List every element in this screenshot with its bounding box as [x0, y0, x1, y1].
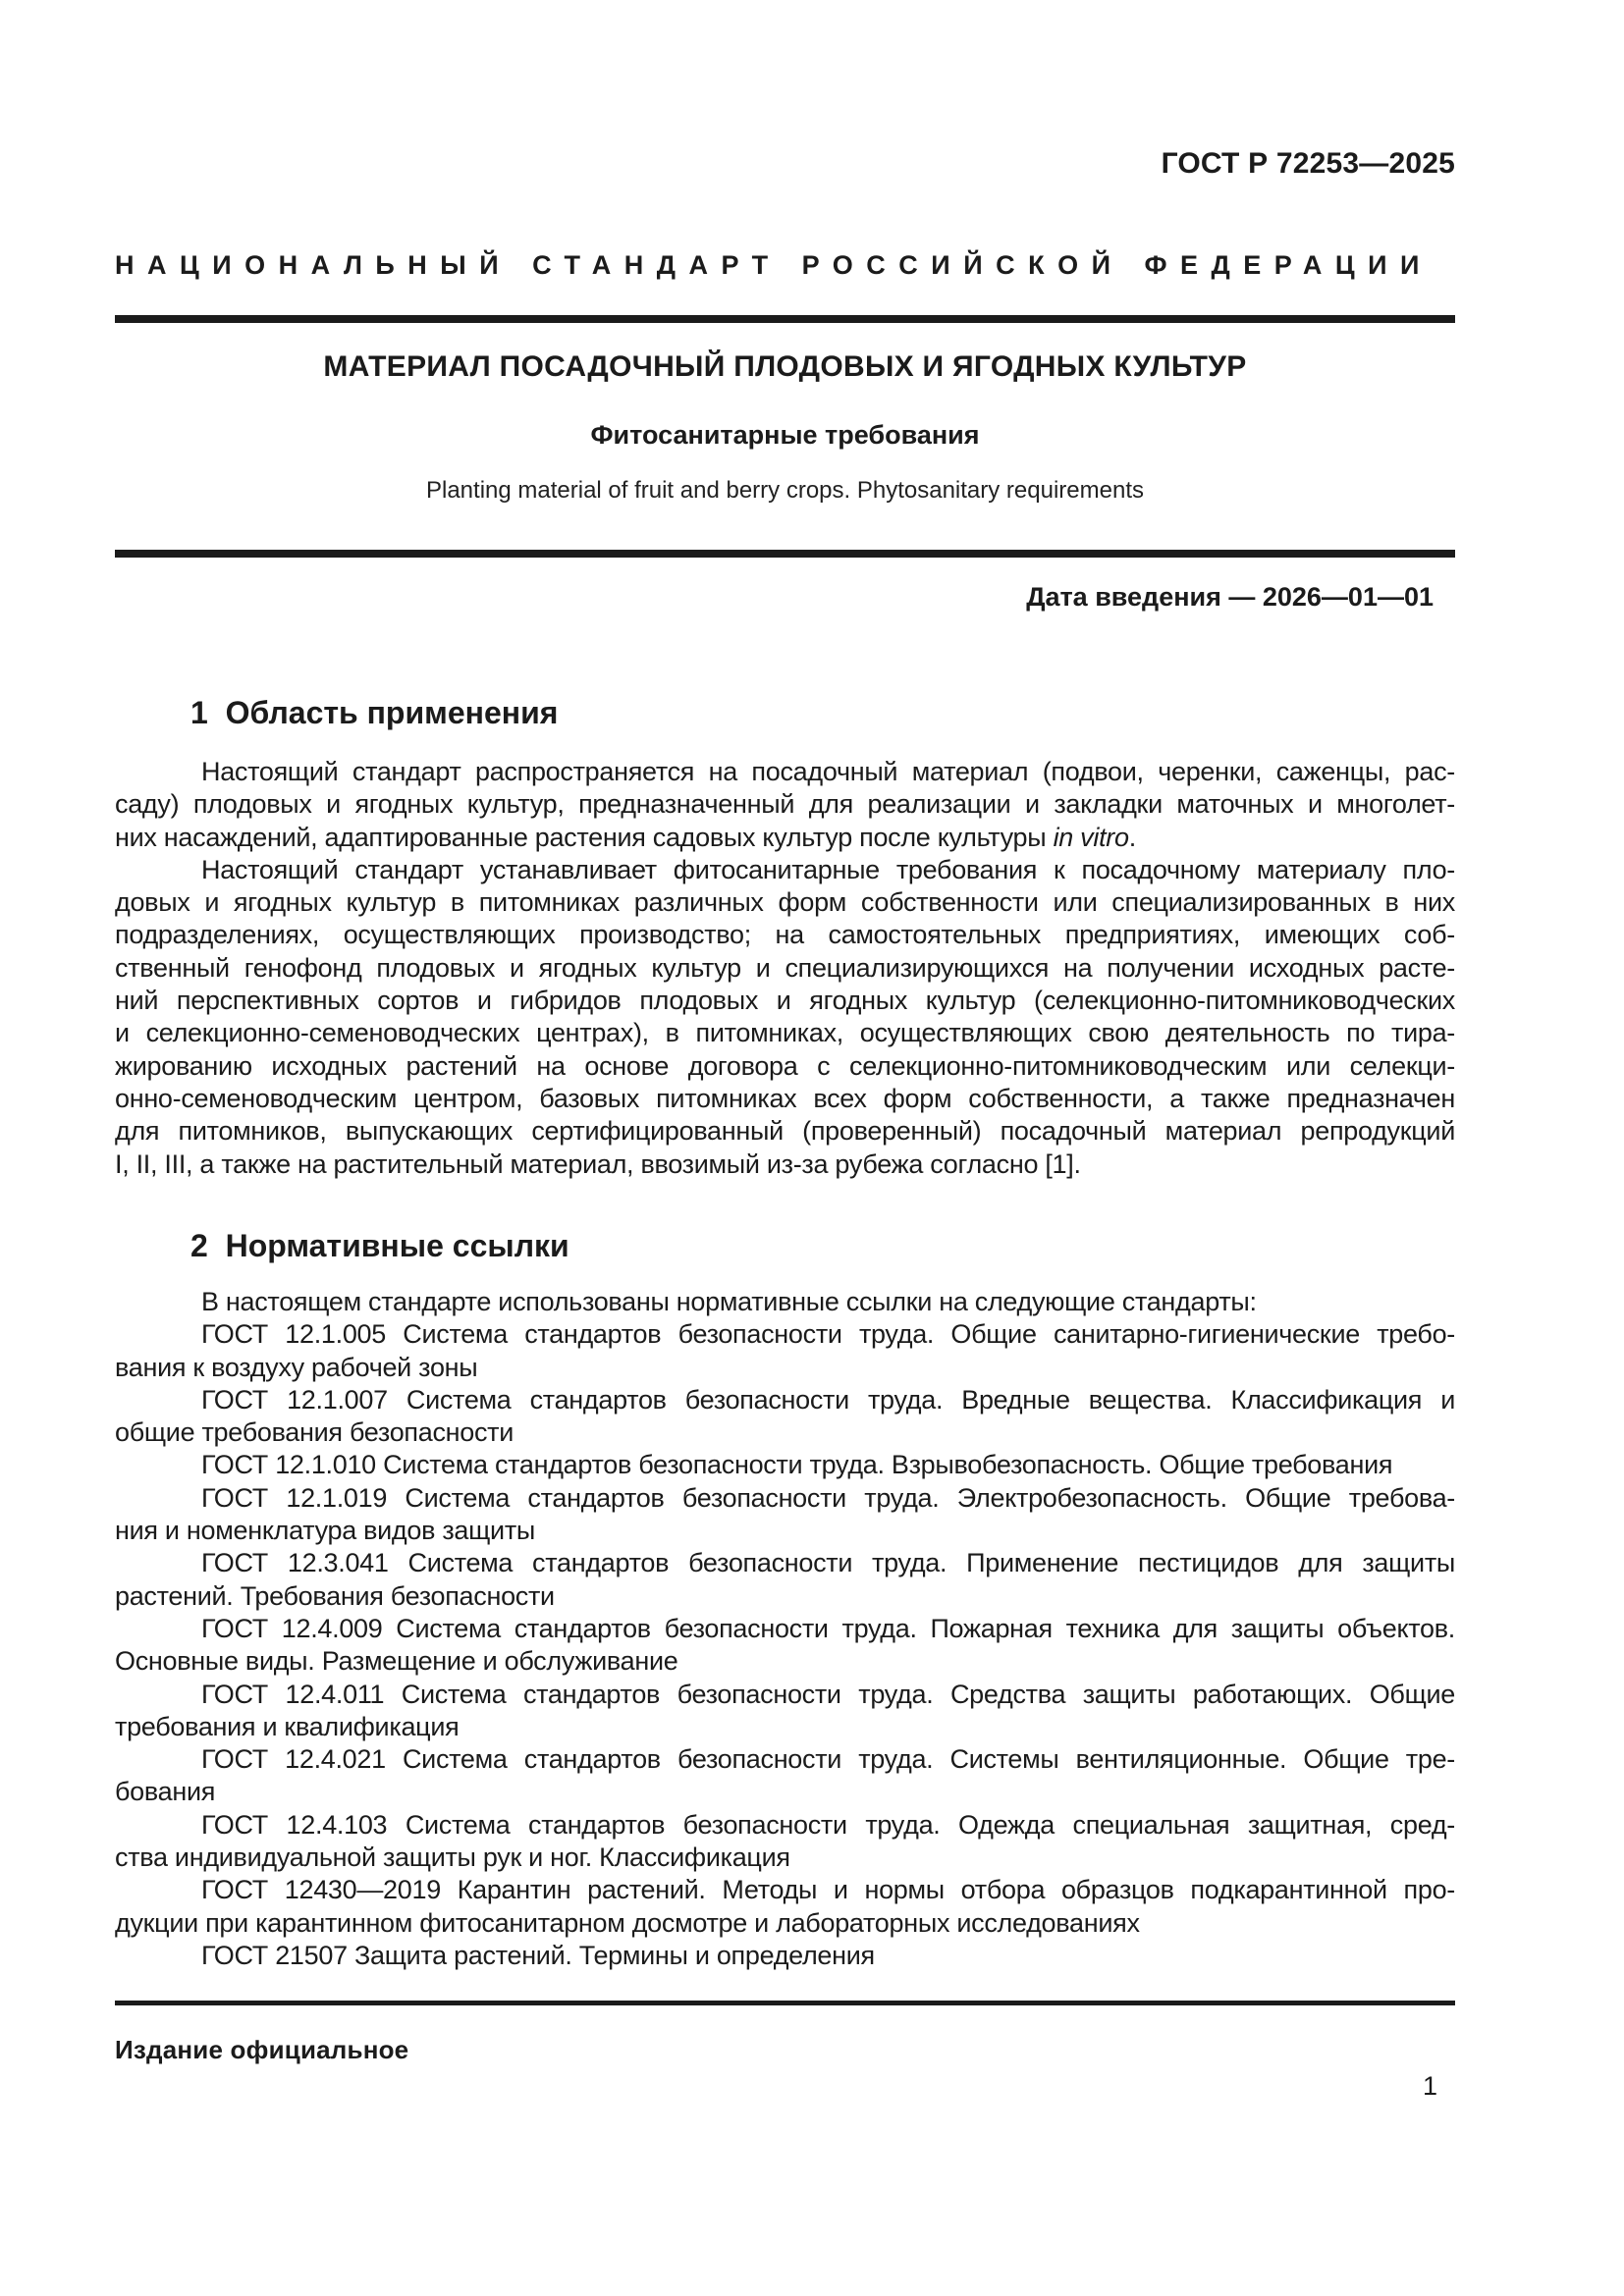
text-segment: и селекционно-семеноводческих центрах), в питомниках, осуществляющих свою деятельность по тира-	[115, 1018, 1455, 1048]
page-content	[115, 0, 1455, 2296]
text-segment: ГОСТ 12.4.011 Система стандартов безопасности труда. Средства защиты работающих. Общие	[201, 1679, 1455, 1709]
text-segment: общие требования безопасности	[115, 1417, 514, 1448]
text-segment: Настоящий стандарт распространяется на посадочный материал (подвои, черенки, саженцы, рас-	[201, 757, 1455, 786]
text-segment: ства индивидуальной защиты рук и ног. Классификация	[115, 1842, 790, 1873]
text-segment: ГОСТ 12.1.005 Система стандартов безопасности труда. Общие санитарно-гигиенические требо-	[201, 1319, 1455, 1350]
text-segment: онно-семеноводческим центром, базовых питомниках всех форм собственности, а также предназначен	[115, 1083, 1455, 1113]
document-title-ru: МАТЕРИАЛ ПОСАДОЧНЫЙ ПЛОДОВЫХ И ЯГОДНЫХ КУЛЬТУР	[323, 350, 1247, 383]
text-segment: подразделениях, осуществляющих производство; на самостоятельных предприятиях, имеющих соб-	[115, 920, 1455, 950]
text-segment: ственный генофонд плодовых и ягодных культур и специализирующихся на получении исходных расте-	[115, 952, 1455, 983]
text-line	[115, 1580, 1455, 1613]
effective-date: Дата введения — 2026—01—01	[1026, 582, 1434, 612]
paragraph	[115, 1809, 1455, 1875]
text-line	[115, 1318, 1455, 1351]
text-segment: саду) плодовых и ягодных культур, предназначенный для реализации и закладки маточных и многолет-	[115, 789, 1455, 820]
section-2-heading: 2 Нормативные ссылки	[190, 1228, 569, 1263]
paragraph	[115, 1482, 1455, 1548]
document-subtitle-ru: Фитосанитарные требования	[590, 420, 980, 450]
text-line	[115, 1940, 1455, 1972]
paragraph	[115, 1318, 1455, 1384]
text-line	[115, 1743, 1455, 1776]
text-segment: для питомников, выпускающих сертифицированный (проверенный) посадочный материал репродукций	[115, 1116, 1455, 1147]
paragraph	[115, 1874, 1455, 1940]
paragraph	[115, 1286, 1455, 1318]
text-segment: ния и номенклатура видов защиты	[115, 1516, 536, 1546]
text-segment: дукции при карантинном фитосанитарном досмотре и лабораторных исследованиях	[115, 1907, 1140, 1938]
title-rule	[115, 550, 1455, 558]
text-line	[115, 1352, 1455, 1384]
header-rule	[115, 315, 1455, 323]
text-segment: жированию исходных растений на основе договора с селекционно-питомниководческим или селекци-	[115, 1050, 1455, 1081]
section-1-body	[115, 756, 1455, 1181]
text-segment: .	[1128, 822, 1136, 852]
text-line	[115, 1842, 1455, 1874]
italic-text: in vitro	[1053, 822, 1129, 852]
text-line	[115, 1809, 1455, 1842]
text-line	[115, 1515, 1455, 1547]
text-line	[115, 822, 1455, 854]
text-line	[115, 788, 1455, 821]
document-title-en: Planting material of fruit and berry crops. Phytosanitary requirements	[425, 477, 1144, 504]
text-line	[115, 1547, 1455, 1579]
text-line	[115, 1874, 1455, 1906]
text-segment: бования	[115, 1777, 216, 1807]
page-number: 1	[1422, 2071, 1437, 2101]
paragraph	[115, 854, 1455, 1181]
national-standard-heading: НАЦИОНАЛЬНЫЙ СТАНДАРТ РОССИЙСКОЙ ФЕДЕРАЦИИ	[115, 250, 1433, 280]
text-line	[115, 1907, 1455, 1940]
text-line	[115, 985, 1455, 1017]
text-line	[115, 886, 1455, 919]
text-line	[115, 1711, 1455, 1743]
section-2-body	[115, 1286, 1455, 1972]
text-segment: вания к воздуху рабочей зоны	[115, 1352, 478, 1382]
text-line	[115, 1482, 1455, 1515]
text-segment: ГОСТ 12.4.009 Система стандартов безопасности труда. Пожарная техника для защиты объектов.	[201, 1613, 1455, 1643]
doc-code: ГОСТ Р 72253—2025	[1161, 147, 1455, 180]
text-segment: ГОСТ 12.3.041 Система стандартов безопасности труда. Применение пестицидов для защиты	[201, 1548, 1455, 1578]
paragraph	[115, 1743, 1455, 1809]
text-segment: ГОСТ 12.4.103 Система стандартов безопасности труда. Одежда специальная защитная, сред-	[201, 1809, 1455, 1840]
text-line	[115, 1384, 1455, 1416]
text-segment: ГОСТ 12430—2019 Карантин растений. Методы и нормы отбора образцов подкарантинной про-	[201, 1875, 1455, 1905]
text-segment: требования и квалификация	[115, 1711, 460, 1741]
footer-rule	[115, 2001, 1455, 2005]
text-line	[115, 756, 1455, 788]
text-segment: довых и ягодных культур в питомниках различных форм собственности или специализированных в них	[115, 887, 1455, 918]
text-line	[115, 1017, 1455, 1049]
text-line	[115, 919, 1455, 951]
text-segment: ГОСТ 21507 Защита растений. Термины и определения	[201, 1940, 875, 1970]
text-line	[115, 1416, 1455, 1449]
text-segment: ний перспективных сортов и гибридов плодовых и ягодных культур (селекционно-питомниководческих	[115, 986, 1455, 1016]
edition-note: Издание официальное	[115, 2035, 409, 2064]
text-segment: Основные виды. Размещение и обслуживание	[115, 1646, 678, 1677]
text-line	[115, 1449, 1455, 1481]
text-line	[115, 1083, 1455, 1115]
paragraph	[115, 1940, 1455, 1972]
paragraph	[115, 1547, 1455, 1613]
paragraph	[115, 1679, 1455, 1744]
text-segment: ГОСТ 12.1.007 Система стандартов безопасности труда. Вредные вещества. Классификация и	[201, 1384, 1455, 1415]
text-segment: ГОСТ 12.4.021 Система стандартов безопасности труда. Системы вентиляционные. Общие тре-	[201, 1744, 1455, 1775]
text-line	[115, 1286, 1455, 1318]
text-segment: ГОСТ 12.1.019 Система стандартов безопасности труда. Электробезопасность. Общие требова-	[201, 1482, 1455, 1513]
text-segment: I, II, III, а также на растительный материал, ввозимый из-за рубежа согласно [1].	[115, 1148, 1081, 1179]
text-line	[115, 952, 1455, 985]
text-line	[115, 1613, 1455, 1645]
paragraph	[115, 1613, 1455, 1679]
text-line	[115, 1148, 1455, 1181]
text-line	[115, 1679, 1455, 1711]
text-segment: ГОСТ 12.1.010 Система стандартов безопасности труда. Взрывобезопасность. Общие требования	[201, 1450, 1393, 1480]
text-line	[115, 1050, 1455, 1083]
text-line	[115, 854, 1455, 886]
paragraph	[115, 1449, 1455, 1481]
paragraph	[115, 756, 1455, 854]
text-line	[115, 1776, 1455, 1808]
paragraph	[115, 1384, 1455, 1450]
section-1-heading: 1 Область применения	[190, 695, 559, 730]
text-segment: растений. Требования безопасности	[115, 1580, 555, 1611]
text-segment: Настоящий стандарт устанавливает фитосанитарные требования к посадочному материалу пло-	[201, 854, 1455, 884]
text-line	[115, 1115, 1455, 1148]
text-segment: В настоящем стандарте использованы нормативные ссылки на следующие стандарты:	[201, 1287, 1257, 1316]
text-line	[115, 1645, 1455, 1678]
text-segment: них насаждений, адаптированные растения садовых культур после культуры	[115, 822, 1054, 852]
